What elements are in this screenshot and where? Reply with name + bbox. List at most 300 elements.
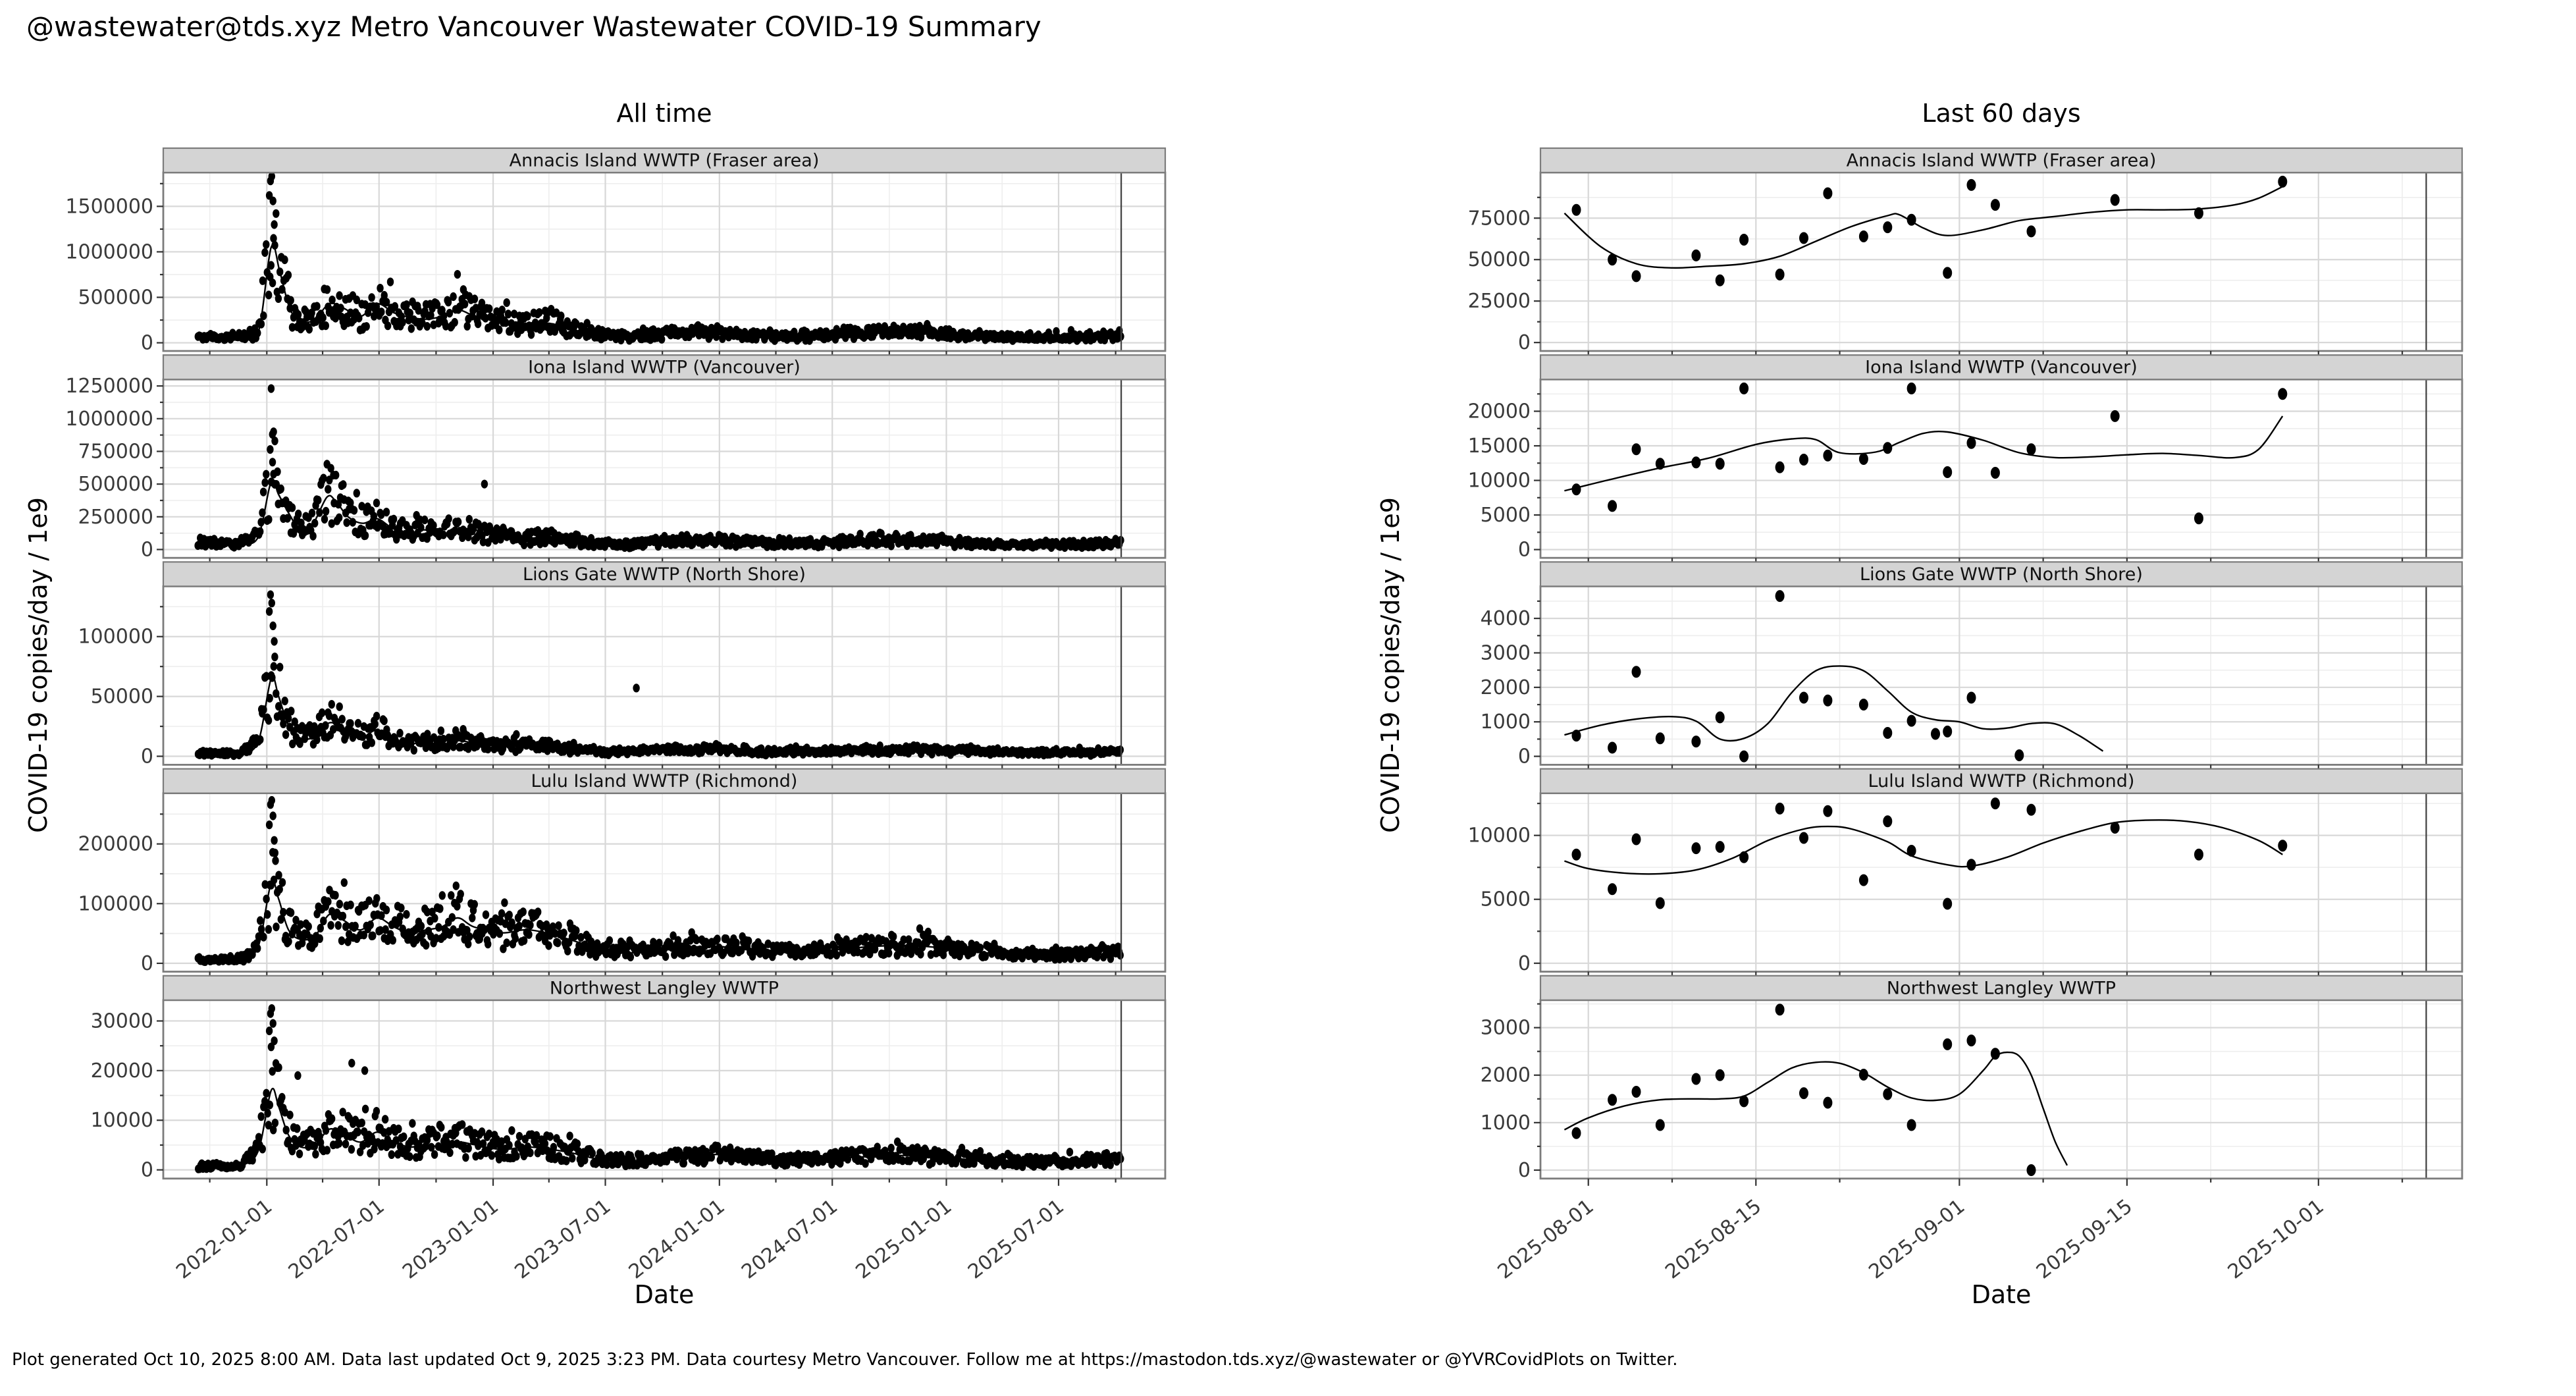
data-point [272, 856, 278, 865]
data-point [475, 319, 481, 328]
x-tick-label: 2025-07-01 [963, 1195, 1068, 1284]
data-point [1656, 732, 1665, 744]
data-point [513, 1152, 519, 1160]
data-point [351, 506, 357, 514]
data-point [274, 468, 280, 476]
data-point [363, 322, 370, 331]
data-point [520, 907, 527, 916]
x-axis-title-all-time: Date [634, 1280, 695, 1309]
y-tick-label: 1000000 [65, 407, 153, 431]
y-tick-label: 4000 [1480, 607, 1531, 631]
data-point [399, 318, 406, 327]
data-point [2194, 849, 2203, 861]
data-point [1991, 199, 2000, 211]
data-point [257, 916, 263, 925]
data-point [336, 703, 343, 711]
data-point [373, 1107, 380, 1115]
data-point [1907, 715, 1916, 727]
data-point [269, 599, 275, 607]
data-point [339, 715, 346, 724]
y-tick-label: 15000 [1467, 435, 1531, 458]
data-point [285, 271, 292, 279]
data-point [466, 515, 473, 524]
data-point [1691, 1073, 1700, 1085]
data-point [466, 932, 473, 941]
data-point [270, 197, 276, 205]
data-point [1907, 1119, 1916, 1131]
data-point [423, 941, 429, 950]
data-point [377, 284, 383, 292]
y-tick-label: 20000 [90, 1059, 153, 1083]
y-axis-title-all-time: COVID-19 copies/day / 1e9 [24, 497, 53, 833]
data-point [327, 921, 334, 930]
x-tick-label: 2025-09-01 [1864, 1195, 1970, 1284]
y-tick-label: 100000 [78, 625, 153, 649]
data-point [260, 488, 267, 497]
data-point [890, 932, 897, 941]
data-point [714, 934, 720, 943]
data-point [465, 1144, 472, 1152]
data-point [373, 498, 380, 507]
y-tick-label: 0 [1517, 745, 1531, 768]
data-point [348, 1145, 355, 1154]
data-point [1716, 1069, 1725, 1081]
data-point [483, 911, 489, 919]
data-point [296, 1150, 303, 1158]
data-point [2278, 388, 2287, 400]
data-point [1799, 1087, 1808, 1099]
y-tick-label: 1500000 [65, 195, 153, 219]
data-point [1691, 736, 1700, 747]
data-point [574, 1140, 581, 1148]
data-point [1608, 742, 1617, 754]
facet-title: Lions Gate WWTP (North Shore) [523, 564, 806, 585]
data-point [512, 934, 519, 943]
data-point [1716, 711, 1725, 723]
data-point [378, 308, 384, 316]
data-point [524, 312, 531, 321]
data-point [452, 318, 458, 327]
data-point [362, 531, 369, 540]
data-point [369, 738, 375, 747]
plot-column-all_time [65, 148, 1165, 1283]
data-point [555, 921, 562, 930]
data-point [332, 891, 338, 899]
data-point [1066, 1148, 1073, 1156]
data-point [1823, 805, 1832, 817]
data-point [295, 510, 302, 518]
data-point [359, 1119, 365, 1127]
data-point [1967, 859, 1976, 871]
data-point [504, 938, 510, 947]
data-point [1117, 951, 1124, 959]
y-tick-label: 0 [1517, 538, 1531, 562]
data-point [445, 514, 452, 523]
data-point [329, 1114, 335, 1123]
data-point [925, 928, 932, 936]
data-point [313, 302, 320, 311]
y-tick-label: 500000 [78, 473, 153, 497]
data-point [315, 496, 321, 504]
facet-panel-background [1540, 173, 2462, 351]
y-tick-label: 0 [140, 331, 153, 355]
data-point [885, 949, 892, 957]
data-point [286, 1111, 293, 1119]
data-point [1608, 500, 1617, 512]
data-point [508, 1126, 515, 1135]
data-point [263, 470, 269, 479]
data-point [525, 930, 532, 939]
data-point [338, 936, 345, 945]
data-point [265, 716, 272, 724]
data-point [627, 953, 634, 961]
data-point [309, 509, 315, 518]
data-point [424, 322, 431, 331]
y-tick-label: 5000 [1480, 888, 1531, 911]
data-point [431, 914, 438, 923]
data-point [278, 1093, 285, 1102]
y-tick-label: 0 [1517, 331, 1531, 355]
data-point [406, 1152, 413, 1161]
data-point [1775, 803, 1785, 815]
data-point [1775, 590, 1785, 602]
y-tick-label: 5000 [1480, 504, 1531, 527]
data-point [1859, 874, 1868, 886]
facet-panel-background [1540, 1000, 2462, 1179]
x-tick-label: 2022-01-01 [172, 1195, 277, 1284]
data-point [268, 385, 275, 393]
data-point [261, 248, 268, 257]
facet-title: Iona Island WWTP (Vancouver) [528, 357, 801, 378]
data-point [469, 913, 475, 922]
data-point [2027, 443, 2036, 455]
data-point [270, 622, 276, 630]
x-tick-label: 2024-01-01 [624, 1195, 729, 1284]
data-point [355, 1127, 361, 1136]
data-point [270, 1019, 276, 1028]
data-point [833, 951, 840, 959]
data-point [354, 489, 360, 497]
data-point [267, 445, 273, 454]
data-point [471, 294, 478, 303]
data-point [589, 1149, 596, 1158]
x-tick-label: 2022-07-01 [284, 1195, 389, 1284]
data-point [516, 922, 523, 930]
data-point [1991, 797, 2000, 809]
data-point [288, 707, 294, 715]
data-point [888, 1144, 895, 1152]
data-point [2111, 410, 2120, 422]
facet-title: Northwest Langley WWTP [549, 978, 779, 999]
y-tick-label: 3000 [1480, 1016, 1531, 1040]
data-point [336, 1139, 342, 1148]
data-point [566, 1132, 573, 1141]
data-point [1656, 1119, 1665, 1131]
y-tick-label: 0 [1517, 1158, 1531, 1182]
data-point [1716, 275, 1725, 286]
data-point [486, 304, 492, 313]
data-point [1572, 1127, 1581, 1139]
data-point [1107, 1160, 1114, 1169]
data-point [321, 515, 328, 524]
data-point [279, 878, 286, 887]
data-point [265, 925, 272, 934]
data-point [271, 836, 277, 845]
data-point [1632, 443, 1641, 455]
data-point [383, 508, 390, 516]
data-point [372, 720, 379, 728]
data-point [459, 1120, 465, 1129]
data-point [383, 905, 390, 914]
data-point [1823, 695, 1832, 707]
facet-title: Lions Gate WWTP (North Shore) [1860, 564, 2143, 585]
facet-iona-island-wwtp-vancouver [65, 355, 1165, 565]
data-point [381, 716, 387, 725]
data-point [1739, 751, 1748, 763]
x-tick-label: 2025-08-01 [1493, 1195, 1598, 1284]
data-point [1883, 1088, 1892, 1100]
data-point [1656, 898, 1665, 909]
data-point [1943, 898, 1952, 910]
data-point [1823, 188, 1832, 200]
data-point [324, 285, 330, 294]
data-point [455, 518, 461, 526]
data-point [501, 898, 508, 907]
y-tick-label: 0 [140, 1158, 153, 1182]
data-point [1859, 453, 1868, 465]
data-point [431, 1150, 438, 1159]
data-point [438, 1123, 444, 1131]
data-point [278, 485, 284, 493]
data-point [270, 427, 276, 436]
data-point [1691, 842, 1700, 854]
data-point [471, 900, 478, 909]
data-point [294, 1124, 300, 1133]
facet-title: Annacis Island WWTP (Fraser area) [509, 150, 820, 171]
data-point [273, 923, 279, 931]
data-point [1931, 728, 1940, 740]
data-point [258, 1112, 265, 1121]
data-point [1739, 234, 1748, 246]
data-point [275, 871, 282, 880]
data-point [458, 890, 464, 898]
data-point [2278, 176, 2287, 188]
data-point [560, 928, 567, 937]
data-point [1859, 699, 1868, 711]
data-point [362, 1105, 369, 1114]
data-point [2278, 840, 2287, 851]
y-tick-label: 10000 [90, 1109, 153, 1133]
data-point [862, 1159, 868, 1168]
data-point [332, 471, 339, 479]
data-point [1883, 815, 1892, 827]
data-point [263, 240, 269, 249]
data-point [276, 663, 283, 672]
data-point [485, 940, 491, 948]
data-point [387, 278, 394, 286]
x-tick-label: 2025-01-01 [851, 1195, 957, 1284]
data-point [269, 279, 276, 287]
data-point [1943, 466, 1952, 478]
plot-column-last_60_days [1468, 148, 2462, 1283]
data-point [558, 311, 564, 320]
data-point [325, 485, 331, 493]
data-point [282, 730, 289, 739]
data-point [266, 607, 273, 616]
facet-title: Lulu Island WWTP (Richmond) [1868, 771, 2135, 792]
data-point [481, 480, 488, 489]
data-point [1967, 437, 1976, 449]
data-point [320, 313, 327, 322]
data-point [275, 1063, 282, 1072]
data-point [465, 940, 471, 948]
y-tick-label: 30000 [90, 1009, 153, 1033]
y-tick-label: 250000 [78, 505, 153, 529]
data-point [527, 921, 533, 929]
y-tick-label: 1000 [1480, 711, 1531, 734]
facet-annacis-island-wwtp-fraser-area [1468, 148, 2462, 358]
data-point [285, 937, 292, 946]
data-point [505, 309, 512, 318]
y-tick-label: 3000 [1480, 641, 1531, 665]
data-point [547, 1132, 554, 1141]
data-point [335, 921, 342, 930]
y-tick-label: 0 [140, 952, 153, 975]
data-point [265, 515, 272, 524]
data-point [462, 1153, 469, 1162]
data-point [324, 1146, 330, 1154]
facet-lulu-island-wwtp-richmond [78, 769, 1165, 979]
data-point [1691, 456, 1700, 468]
data-point [288, 908, 294, 917]
y-tick-label: 50000 [90, 685, 153, 709]
facet-panel-background [1540, 793, 2462, 972]
data-point [1967, 179, 1976, 191]
data-point [1775, 269, 1785, 281]
data-point [336, 291, 342, 300]
data-point [1632, 1086, 1641, 1098]
data-point [261, 478, 268, 487]
y-tick-label: 75000 [1467, 207, 1531, 230]
data-point [2111, 194, 2120, 206]
data-point [267, 591, 274, 599]
data-point [1943, 267, 1952, 279]
data-point [282, 697, 288, 705]
data-point [633, 684, 639, 692]
data-point [1799, 832, 1808, 844]
data-point [662, 952, 669, 961]
data-point [408, 324, 415, 333]
data-point [270, 811, 276, 820]
data-point [2027, 1164, 2036, 1176]
data-point [1943, 1038, 1952, 1050]
y-tick-label: 750000 [78, 440, 153, 464]
facet-northwest-langley-wwtp [91, 976, 1165, 1284]
data-point [396, 729, 403, 738]
data-point [388, 1150, 395, 1159]
data-point [265, 290, 272, 299]
data-point [323, 321, 329, 330]
facet-lions-gate-wwtp-north-shore [1481, 562, 2462, 772]
data-point [2027, 225, 2036, 237]
y-tick-label: 0 [1517, 952, 1531, 975]
x-tick-label: 2025-08-15 [1661, 1195, 1766, 1284]
data-point [271, 220, 277, 228]
y-tick-label: 0 [140, 745, 153, 768]
data-point [453, 882, 460, 890]
data-point [606, 936, 613, 945]
y-tick-label: 1250000 [65, 375, 153, 398]
data-point [271, 637, 277, 645]
x-tick-label: 2024-07-01 [737, 1195, 843, 1284]
data-point [658, 335, 665, 344]
data-point [436, 904, 443, 913]
data-point [504, 298, 510, 307]
data-point [1117, 745, 1124, 754]
facet-panel-background [1540, 379, 2462, 558]
data-point [1967, 1034, 1976, 1046]
data-point [398, 903, 404, 912]
y-tick-label: 25000 [1467, 290, 1531, 313]
data-point [305, 922, 312, 930]
data-point [397, 913, 404, 921]
facet-title: Annacis Island WWTP (Fraser area) [1846, 150, 2157, 171]
data-point [454, 270, 461, 279]
facet-annacis-island-wwtp-fraser-area [65, 148, 1165, 358]
data-point [348, 1059, 355, 1067]
data-point [545, 941, 552, 950]
data-point [1716, 841, 1725, 853]
data-point [1799, 692, 1808, 704]
data-point [320, 474, 327, 483]
facet-lulu-island-wwtp-richmond [1468, 769, 2462, 979]
data-point [269, 1004, 275, 1013]
data-point [434, 1131, 440, 1140]
data-point [528, 330, 535, 338]
data-point [272, 1119, 278, 1127]
data-point [281, 255, 288, 264]
data-point [403, 910, 409, 919]
data-point [1943, 726, 1952, 738]
data-point [271, 653, 278, 661]
x-tick-label: 2025-09-15 [2032, 1195, 2137, 1284]
data-point [340, 480, 346, 489]
data-point [1632, 270, 1641, 282]
data-point [390, 515, 397, 524]
data-point [527, 1148, 533, 1157]
column-title-last-60-days: Last 60 days [1922, 99, 2081, 128]
data-point [272, 849, 278, 857]
facet-northwest-langley-wwtp [1481, 976, 2462, 1284]
data-point [535, 907, 541, 916]
data-point [1883, 727, 1892, 739]
page-title: @wastewater@tds.xyz Metro Vancouver Wastewater COVID-19 Summary [26, 11, 1041, 43]
data-point [336, 899, 343, 908]
data-point [464, 322, 471, 331]
data-point [506, 911, 513, 919]
data-point [275, 294, 282, 303]
data-point [439, 891, 446, 899]
data-point [342, 1140, 349, 1148]
facet-title: Iona Island WWTP (Vancouver) [1865, 357, 2138, 378]
data-point [1608, 1094, 1617, 1106]
data-point [573, 926, 579, 935]
column-title-all-time: All time [616, 99, 712, 128]
data-point [1823, 450, 1832, 462]
data-point [390, 936, 396, 944]
data-point [513, 730, 519, 739]
facet-iona-island-wwtp-vancouver [1468, 355, 2462, 565]
